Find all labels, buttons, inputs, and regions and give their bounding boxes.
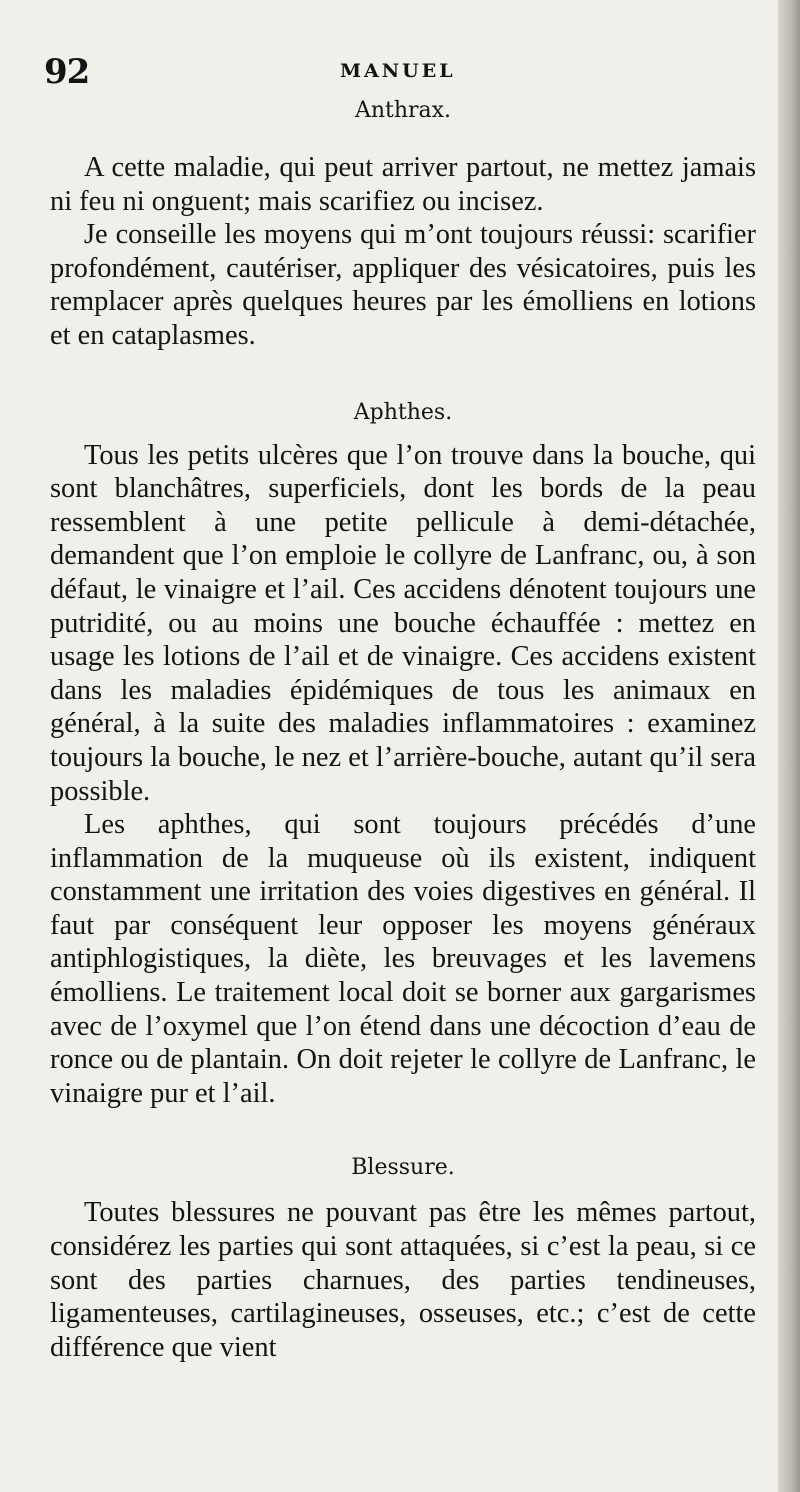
text-block — [50, 95, 756, 1364]
paragraph: Tous les petits ulcères que l’on trouve dans la bouche, qui sont blanchâtres, superficiels, dont les bords de la peau ressemblent à une petite pellicule à demi-détachée, demandent que l’on emploie le collyre de Lanfranc, ou, à son défaut, le vinaigre et l’ail. Ces accidens dénotent toujours une putridité, ou au moins une bouche échauffée : mettez en usage les lotions de l’ail et de vinaigre. Ces accidens existent dans les maladies épidémiques de tous les animaux en général, à la suite des maladies inflammatoires : examinez toujours la bouche, le nez et l’arrière-bouche, autant qu’il sera possible. — [50, 439, 756, 807]
paragraph: Toutes blessures ne pouvant pas être les mêmes partout, considérez les parties qui sont attaquées, si c’est la peau, si ce sont des parties charnues, des parties tendineuses, ligamenteuses, cartilagineuses, osseuses, etc.; c’est de cette différence que vient — [50, 1197, 756, 1363]
page-header — [44, 52, 744, 92]
section-heading-blessure: Blessure. — [351, 1155, 455, 1181]
paragraph: Je conseille les moyens qui m’ont toujours réussi: scarifier profondément, cautériser, appliquer des vésicatoires, puis les remplacer après quelques heures par les émolliens en lotions et en cataplasmes. — [50, 219, 756, 351]
running-head: MANUEL — [340, 60, 456, 82]
section-heading-anthrax: Anthrax. — [354, 98, 452, 123]
paragraph: A cette maladie, qui peut arriver partout, ne mettez jamais ni feu ni onguent; mais scarifiez ou incisez. — [50, 152, 756, 217]
section-heading-aphthes: Aphthes. — [353, 399, 453, 425]
page-number: 92 — [44, 52, 90, 92]
paragraph: Les aphthes, qui sont toujours précédés d’une inflammation de la muqueuse où ils existent, indiquent constamment une irritation des voies digestives en général. Il faut par conséquent leur opposer les moyens généraux antiphlogistiques, la diète, les breuvages et les lavemens émolliens. Le traitement local doit se borner aux gargarismes avec de l’oxymel que l’on étend dans une décoction d’eau de ronce ou de plantain. On doit rejeter le collyre de Lanfranc, le vinaigre pur et l’ail. — [50, 809, 756, 1109]
page-edge — [778, 0, 800, 1492]
